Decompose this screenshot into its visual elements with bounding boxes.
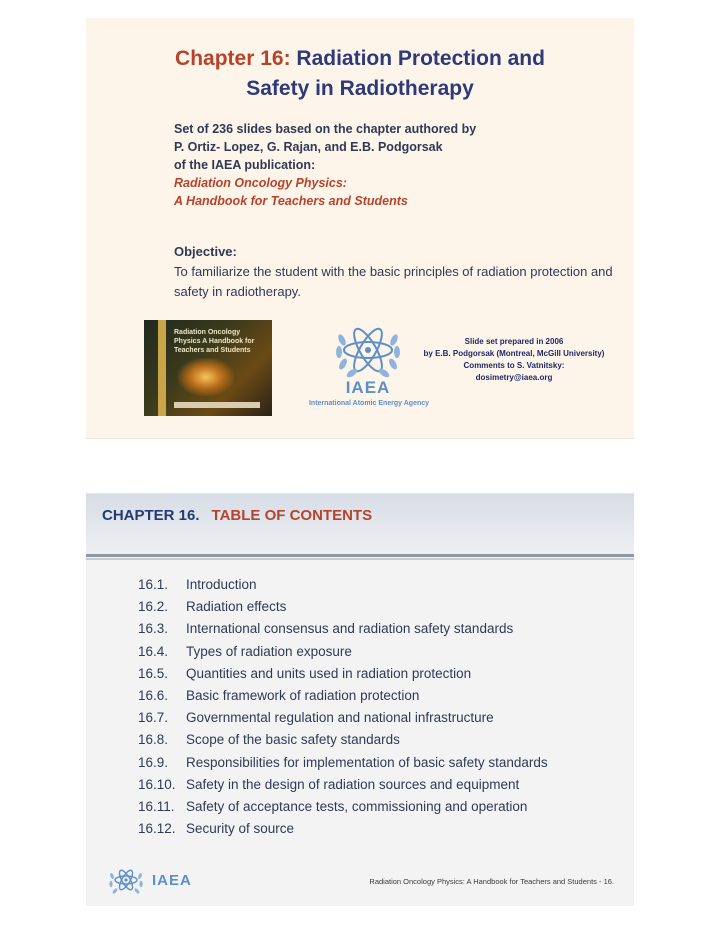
toc-item [138,596,548,618]
credit-line: Comments to S. Vatnitsky: [463,361,565,370]
objective-label: Objective: [174,244,237,259]
toc-item [138,729,548,751]
slide-title [86,44,634,104]
toc-item [138,574,548,596]
book-title-line: Radiation Oncology Physics: [174,176,347,190]
toc-heading-title: TABLE OF CONTENTS [211,507,373,524]
toc-item-number: 16.1. [138,577,169,592]
slide-credits [404,336,624,384]
toc-item-text: Radiation effects [186,599,287,615]
objective [174,242,614,302]
credit-line: by E.B. Podgorsak (Montreal, McGill University) [423,349,605,358]
toc-item-number: 16.4. [138,643,169,659]
title-line1: Radiation Protection and [296,47,545,70]
iaea-emblem-icon [106,862,146,900]
info-line: P. Ortiz- Lopez, G. Rajan, and E.B. Podgorsak [174,140,443,154]
toc-item [138,818,548,840]
toc-item-number: 16.2. [138,599,169,615]
credit-email: dosimetry@iaea.org [475,373,553,382]
slide-info [174,120,476,210]
footer-text: Radiation Oncology Physics: A Handbook for Teachers and Students - 16. [369,877,614,886]
toc-chapter: CHAPTER 16. [102,507,200,524]
toc-item [138,752,548,774]
info-line: of the IAEA publication: [174,158,316,172]
info-line: Set of 236 slides based on the chapter authored by [174,122,477,136]
toc-item [138,774,548,796]
title-chapter: Chapter 16: [175,47,291,70]
toc-item-number: 16.7. [138,710,169,726]
toc-item [138,707,548,729]
toc-item [138,618,548,640]
header-divider [86,554,634,557]
toc-item-text: Safety of acceptance tests, commissioning and operation [186,799,528,815]
iaea-wordmark: IAEA [345,378,391,397]
header-divider [86,558,634,560]
title-slide [86,18,634,439]
footer-wordmark: IAEA [152,872,192,889]
toc-item-number: 16.11. [138,799,175,815]
toc-item-text: Introduction [186,577,257,592]
objective-text: To familiarize the student with the basic principles of radiation protection and safety in radiotherapy. [174,264,613,299]
toc-list [138,574,548,840]
toc-item-number: 16.8. [138,732,169,748]
toc-item-text: Responsibilities for implementation of basic safety standards [186,754,548,770]
toc-item [138,641,548,663]
toc-item-text: International consensus and radiation safety standards [186,621,514,637]
cover-title: Radiation Oncology Physics A Handbook for Teachers and Students [174,329,255,354]
toc-heading [102,507,372,524]
toc-item-text: Quantities and units used in radiation protection [186,665,472,681]
book-title-line: A Handbook for Teachers and Students [174,194,408,208]
toc-item [138,685,548,707]
toc-item-number: 16.3. [138,621,169,637]
toc-item-text: Types of radiation exposure [186,643,352,659]
toc-slide [86,493,634,906]
book-spine [158,320,166,416]
toc-header [86,494,634,556]
toc-item-text: Basic framework of radiation protection [186,688,420,704]
toc-item-number: 16.6. [138,688,169,704]
toc-item-number: 16.12. [138,821,176,837]
cover-strip [174,402,260,408]
credit-line: Slide set prepared in 2006 [464,337,564,346]
toc-item-text: Security of source [186,821,295,837]
toc-item-text: Scope of the basic safety standards [186,732,400,748]
toc-item-number: 16.10. [138,776,176,792]
toc-item-number: 16.5. [138,665,169,681]
cover-artwork [178,358,234,396]
toc-item [138,796,548,818]
book-cover-image [144,320,272,416]
toc-item-text: Governmental regulation and national infrastructure [186,710,494,726]
title-line2: Safety in Radiotherapy [246,77,474,100]
iaea-fullname: International Atomic Energy Agency [308,400,430,407]
toc-item [138,663,548,685]
toc-item-text: Safety in the design of radiation sources and equipment [186,776,520,792]
toc-item-number: 16.9. [138,754,169,770]
